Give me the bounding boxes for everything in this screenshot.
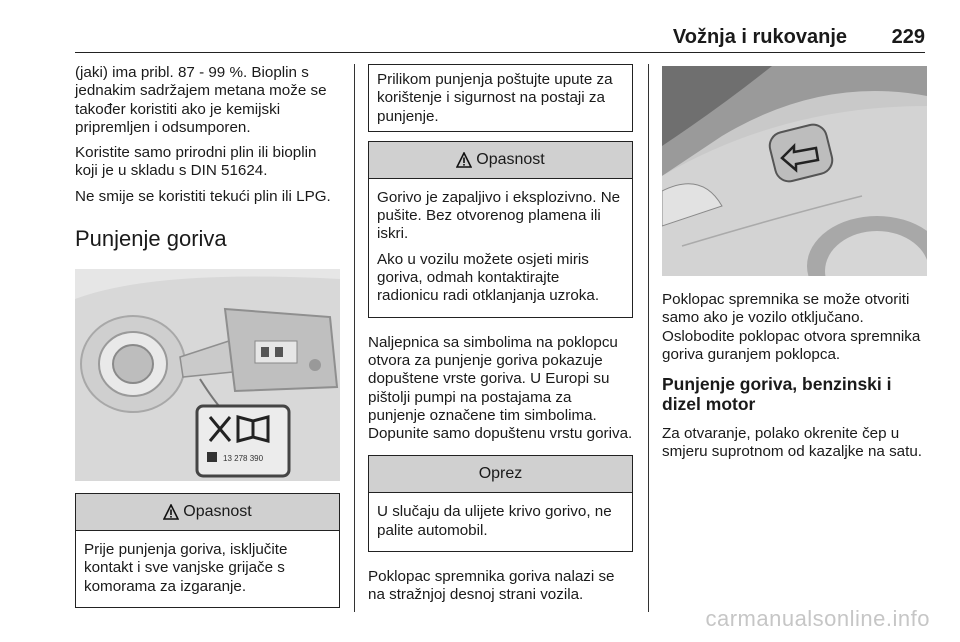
danger-text: Gorivo je zapaljivo i eksplozivno. Ne pušite. Bez otvorenog plamena ili iskri. [377, 188, 621, 243]
danger-text: Ako u vozilu možete osjeti miris goriva, odmah kontaktirajte radionicu radi otklanjanja uzroka. [377, 250, 600, 305]
danger-box-2 [368, 141, 633, 318]
column-divider-2 [648, 64, 649, 612]
danger-box-body [76, 531, 339, 607]
car-rear-fuel-flap-illustration [662, 66, 927, 276]
image-reference-number: 13 278 390 [223, 454, 264, 464]
paragraph: Poklopac spremnika se može otvoriti samo ako je vozilo otključano. Oslobodite poklopac otvora spremnika goriva guranjem poklopca. [662, 291, 921, 363]
watermark: carmanualsonline.info [705, 606, 930, 631]
column-1 [75, 64, 340, 624]
danger-text: Prije punjenja goriva, isključite kontakt i sve vanjske grijače s komorama za izgaranje. [84, 541, 288, 595]
column-3 [662, 66, 927, 469]
caution-box [368, 455, 633, 552]
paragraph: (jaki) ima pribl. 87 - 99 %. Bioplin s jednakim sadržajem metana može se također koristiti ako je kemijski pripremljen i odsumporen. [75, 64, 327, 136]
paragraph: Naljepnica sa simbolima na poklopcu otvora za punjenje goriva pokazuje dopuštene vrste goriva. U Europi su pištolji pumpi na postajama za punjenje označene tim simbolima. Dopunite samo dopuštenu vrstu goriva. [368, 333, 633, 443]
paragraph: Poklopac spremnika goriva nalazi se na stražnjoj desnoj strani vozila. [368, 568, 615, 604]
danger-box-header [76, 494, 339, 531]
fuel-flap-illustration [75, 269, 340, 481]
caution-text: U slučaju da ulijete krivo gorivo, ne palite automobil. [377, 503, 612, 539]
caution-box-body [369, 493, 632, 551]
subsection-heading: Punjenje goriva, benzinski i dizel motor [662, 374, 892, 415]
column-divider-1 [354, 64, 355, 612]
column-2 [368, 64, 633, 612]
chapter-title: Vožnja i rukovanje [672, 26, 847, 48]
danger-box-title: Opasnost [183, 502, 252, 520]
paragraph: Za otvaranje, polako okrenite čep u smjeru suprotnom od kazaljke na satu. [662, 425, 923, 461]
page-number: 229 [891, 26, 925, 48]
paragraph: Koristite samo prirodni plin ili bioplin koji je u skladu s DIN 51624. [75, 144, 317, 180]
paragraph: Ne smije se koristiti tekući plin ili LPG. [75, 187, 331, 205]
danger-box [75, 493, 340, 608]
danger-box-body [369, 179, 632, 317]
note-box [368, 64, 633, 132]
page-header [75, 22, 925, 53]
danger-box-header [369, 142, 632, 179]
note-box-body [369, 65, 632, 131]
section-heading: Punjenje goriva [75, 226, 227, 252]
warning-triangle-icon [163, 504, 179, 520]
note-text: Prilikom punjenja poštujte upute za korištenje i sigurnost na postaji za punjenje. [377, 71, 613, 125]
caution-box-title: Oprez [478, 465, 523, 483]
caution-box-header [369, 456, 632, 493]
warning-triangle-icon [456, 152, 472, 168]
danger-box-title: Opasnost [476, 150, 545, 168]
